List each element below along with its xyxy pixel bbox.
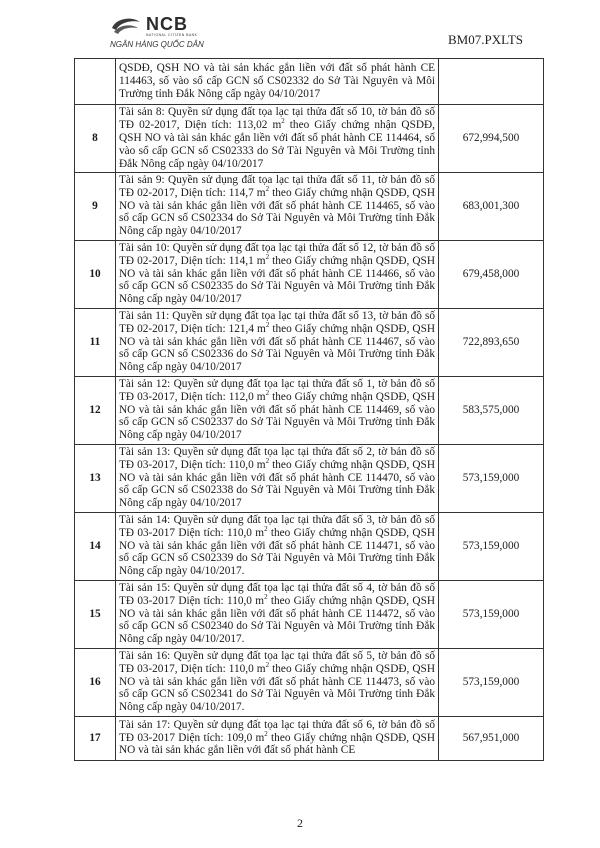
logo-name: NCB [146,14,188,34]
row-number: 13 [75,444,116,512]
row-number: 11 [75,308,116,376]
asset-description: Tài sản 9: Quyền sử dụng đất tọa lạc tại thửa đất số 11, tờ bản đồ số TĐ 02-2017, Diện tích: 114,7 $m^2$ theo Giấy chứng nhận QSDĐ, QSH NO và tài sản khác gắn liền với đất số phát hành CE 114465, số vào sổ cấp GCN số CS02334 do Sở Tài Nguyên và Môi Trường tỉnh Đắk Nông cấp ngày 04/10/2017 [116,172,439,240]
table-row [75,376,544,444]
row-number: 8 [75,105,116,173]
asset-value [439,59,544,105]
page-number: 2 [297,816,303,830]
asset-description: Tài sản 12: Quyền sử dụng đất tọa lạc tại thửa đất số 1, tờ bản đồ số TĐ 03-2017, Diện tích: 112,0 $m^2$ theo Giấy chứng nhận QSDĐ, QSH NO và tài sản khác gắn liền với đất số phát hành CE 114469, số vào sổ cấp GCN số CS02337 do Sở Tài Nguyên và Môi Trường tỉnh Đắk Nông cấp ngày 04/10/2017 [116,376,439,444]
asset-table [74,58,544,761]
table-row [75,105,544,173]
row-number: 10 [75,240,116,308]
row-number: 15 [75,580,116,648]
asset-value: 583,575,000 [439,376,544,444]
logo-tagline: NGÂN HÀNG QUỐC DÂN [110,40,204,49]
asset-value: 573,159,000 [439,512,544,580]
asset-value: 683,001,300 [439,172,544,240]
asset-description: Tài sản 10: Quyền sử dụng đất tọa lạc tại thửa đất số 12, tờ bản đồ số TĐ 02-2017, Diện tích: 114,1 $m^2$ theo Giấy chứng nhận QSDĐ, QSH NO và tài sản khác gắn liền với đất số phát hành CE 114466, số vào sổ cấp GCN số CS02335 do Sở Tài Nguyên và Môi Trường tỉnh Đắk Nông cấp ngày 04/10/2017 [116,240,439,308]
asset-description: Tài sản 14: Quyền sử dụng đất tọa lạc tại thửa đất số 3, tờ bản đồ số TĐ 03-2017 Diện tích: 110,0 $m^2$ theo Giấy chứng nhận QSDĐ, QSH NO và tài sản khác gắn liền với đất số phát hành CE 114471, số vào sổ cấp GCN số CS02339 do Sở Tài Nguyên và Môi Trường tỉnh Đắk Nông cấp ngày 04/10/2017. [116,512,439,580]
asset-value: 722,893,650 [439,308,544,376]
table-row [75,240,544,308]
table-row [75,172,544,240]
row-number: 12 [75,376,116,444]
table-row [75,444,544,512]
asset-description: Tài sản 17: Quyền sử dụng đất tọa lạc tại thửa đất số 6, tờ bản đồ số TĐ 03-2017 Diện tích: 109,0 $m^2$ theo Giấy chứng nhận QSDĐ, QSH NO và tài sản khác gắn liền với đất số phát hành CE [116,716,439,760]
row-number [75,59,116,105]
asset-value: 672,994,500 [439,105,544,173]
table-row [75,308,544,376]
table-row [75,648,544,716]
asset-value: 573,159,000 [439,444,544,512]
asset-description: Tài sản 15: Quyền sử dụng đất tọa lạc tại thửa đất số 4, tờ bản đồ số TĐ 03-2017 Diện tích: 110,0 $m^2$ theo Giấy chứng nhận QSDĐ, QSH NO và tài sản khác gắn liền với đất số phát hành CE 114472, số vào sổ cấp GCN số CS02340 do Sở Tài Nguyên và Môi Trường tỉnh Đắk Nông cấp ngày 04/10/2017. [116,580,439,648]
asset-value: 567,951,000 [439,716,544,760]
ncb-logo-mark-icon [110,14,142,38]
ncb-logo [110,14,230,54]
asset-description: Tài sản 16: Quyền sử dụng đất tọa lạc tại thửa đất số 5, tờ bản đồ số TĐ 03-2017, Diện tích: 110,0 $m^2$ theo Giấy chứng nhận QSDĐ, QSH NO và tài sản khác gắn liền với đất số phát hành CE 114473, số vào sổ cấp GCN số CS02341 do Sở Tài Nguyên và Môi Trường tỉnh Đắk Nông cấp ngày 04/10/2017. [116,648,439,716]
row-number: 9 [75,172,116,240]
document-code: BM07.PXLTS [448,32,524,47]
asset-description: Tài sản 8: Quyền sử dụng đất tọa lạc tại thửa đất số 10, tờ bản đồ số TĐ 02-2017, Diện tích: 113,02 $m^2$ theo Giấy chứng nhận QSDĐ, QSH NO và tài sản khác gắn liền với đất số phát hành CE 114464, số vào sổ cấp GCN số CS02333 do Sở Tài Nguyên và Môi Trường tỉnh Đắk Nông cấp ngày 04/10/2017 [116,105,439,173]
asset-description: Tài sản 13: Quyền sử dụng đất tọa lạc tại thửa đất số 2, tờ bản đồ số TĐ 03-2017, Diện tích: 110,0 $m^2$ theo Giấy chứng nhận QSDĐ, QSH NO và tài sản khác gắn liền với đất số phát hành CE 114470, số vào sổ cấp GCN số CS02338 do Sở Tài Nguyên và Môi Trường tỉnh Đắk Nông cấp ngày 04/10/2017 [116,444,439,512]
table-row [75,512,544,580]
row-number: 14 [75,512,116,580]
asset-value: 573,159,000 [439,580,544,648]
row-number: 16 [75,648,116,716]
page-header [0,0,600,60]
asset-description: QSDĐ, QSH NO và tài sản khác gắn liền với đất số phát hành CE 114463, số vào sổ cấp GCN số CS02332 do Sở Tài Nguyên và Môi Trường tỉnh Đắk Nông cấp ngày 04/10/2017 [116,59,439,105]
table-row [75,59,544,105]
row-number: 17 [75,716,116,760]
asset-value: 679,458,000 [439,240,544,308]
logo-subtitle: NATIONAL CITIZEN BANK [146,33,198,37]
asset-value: 573,159,000 [439,648,544,716]
table-row [75,580,544,648]
table-row [75,716,544,760]
asset-description: Tài sản 11: Quyền sử dụng đất tọa lạc tại thửa đất số 13, tờ bản đồ số TĐ 02-2017, Diện tích: 121,4 $m^2$ theo Giấy chứng nhận QSDĐ, QSH NO và tài sản khác gắn liền với đất số phát hành CE 114467, số vào sổ cấp GCN số CS02336 do Sở Tài Nguyên và Môi Trường tỉnh Đắk Nông cấp ngày 04/10/2017 [116,308,439,376]
